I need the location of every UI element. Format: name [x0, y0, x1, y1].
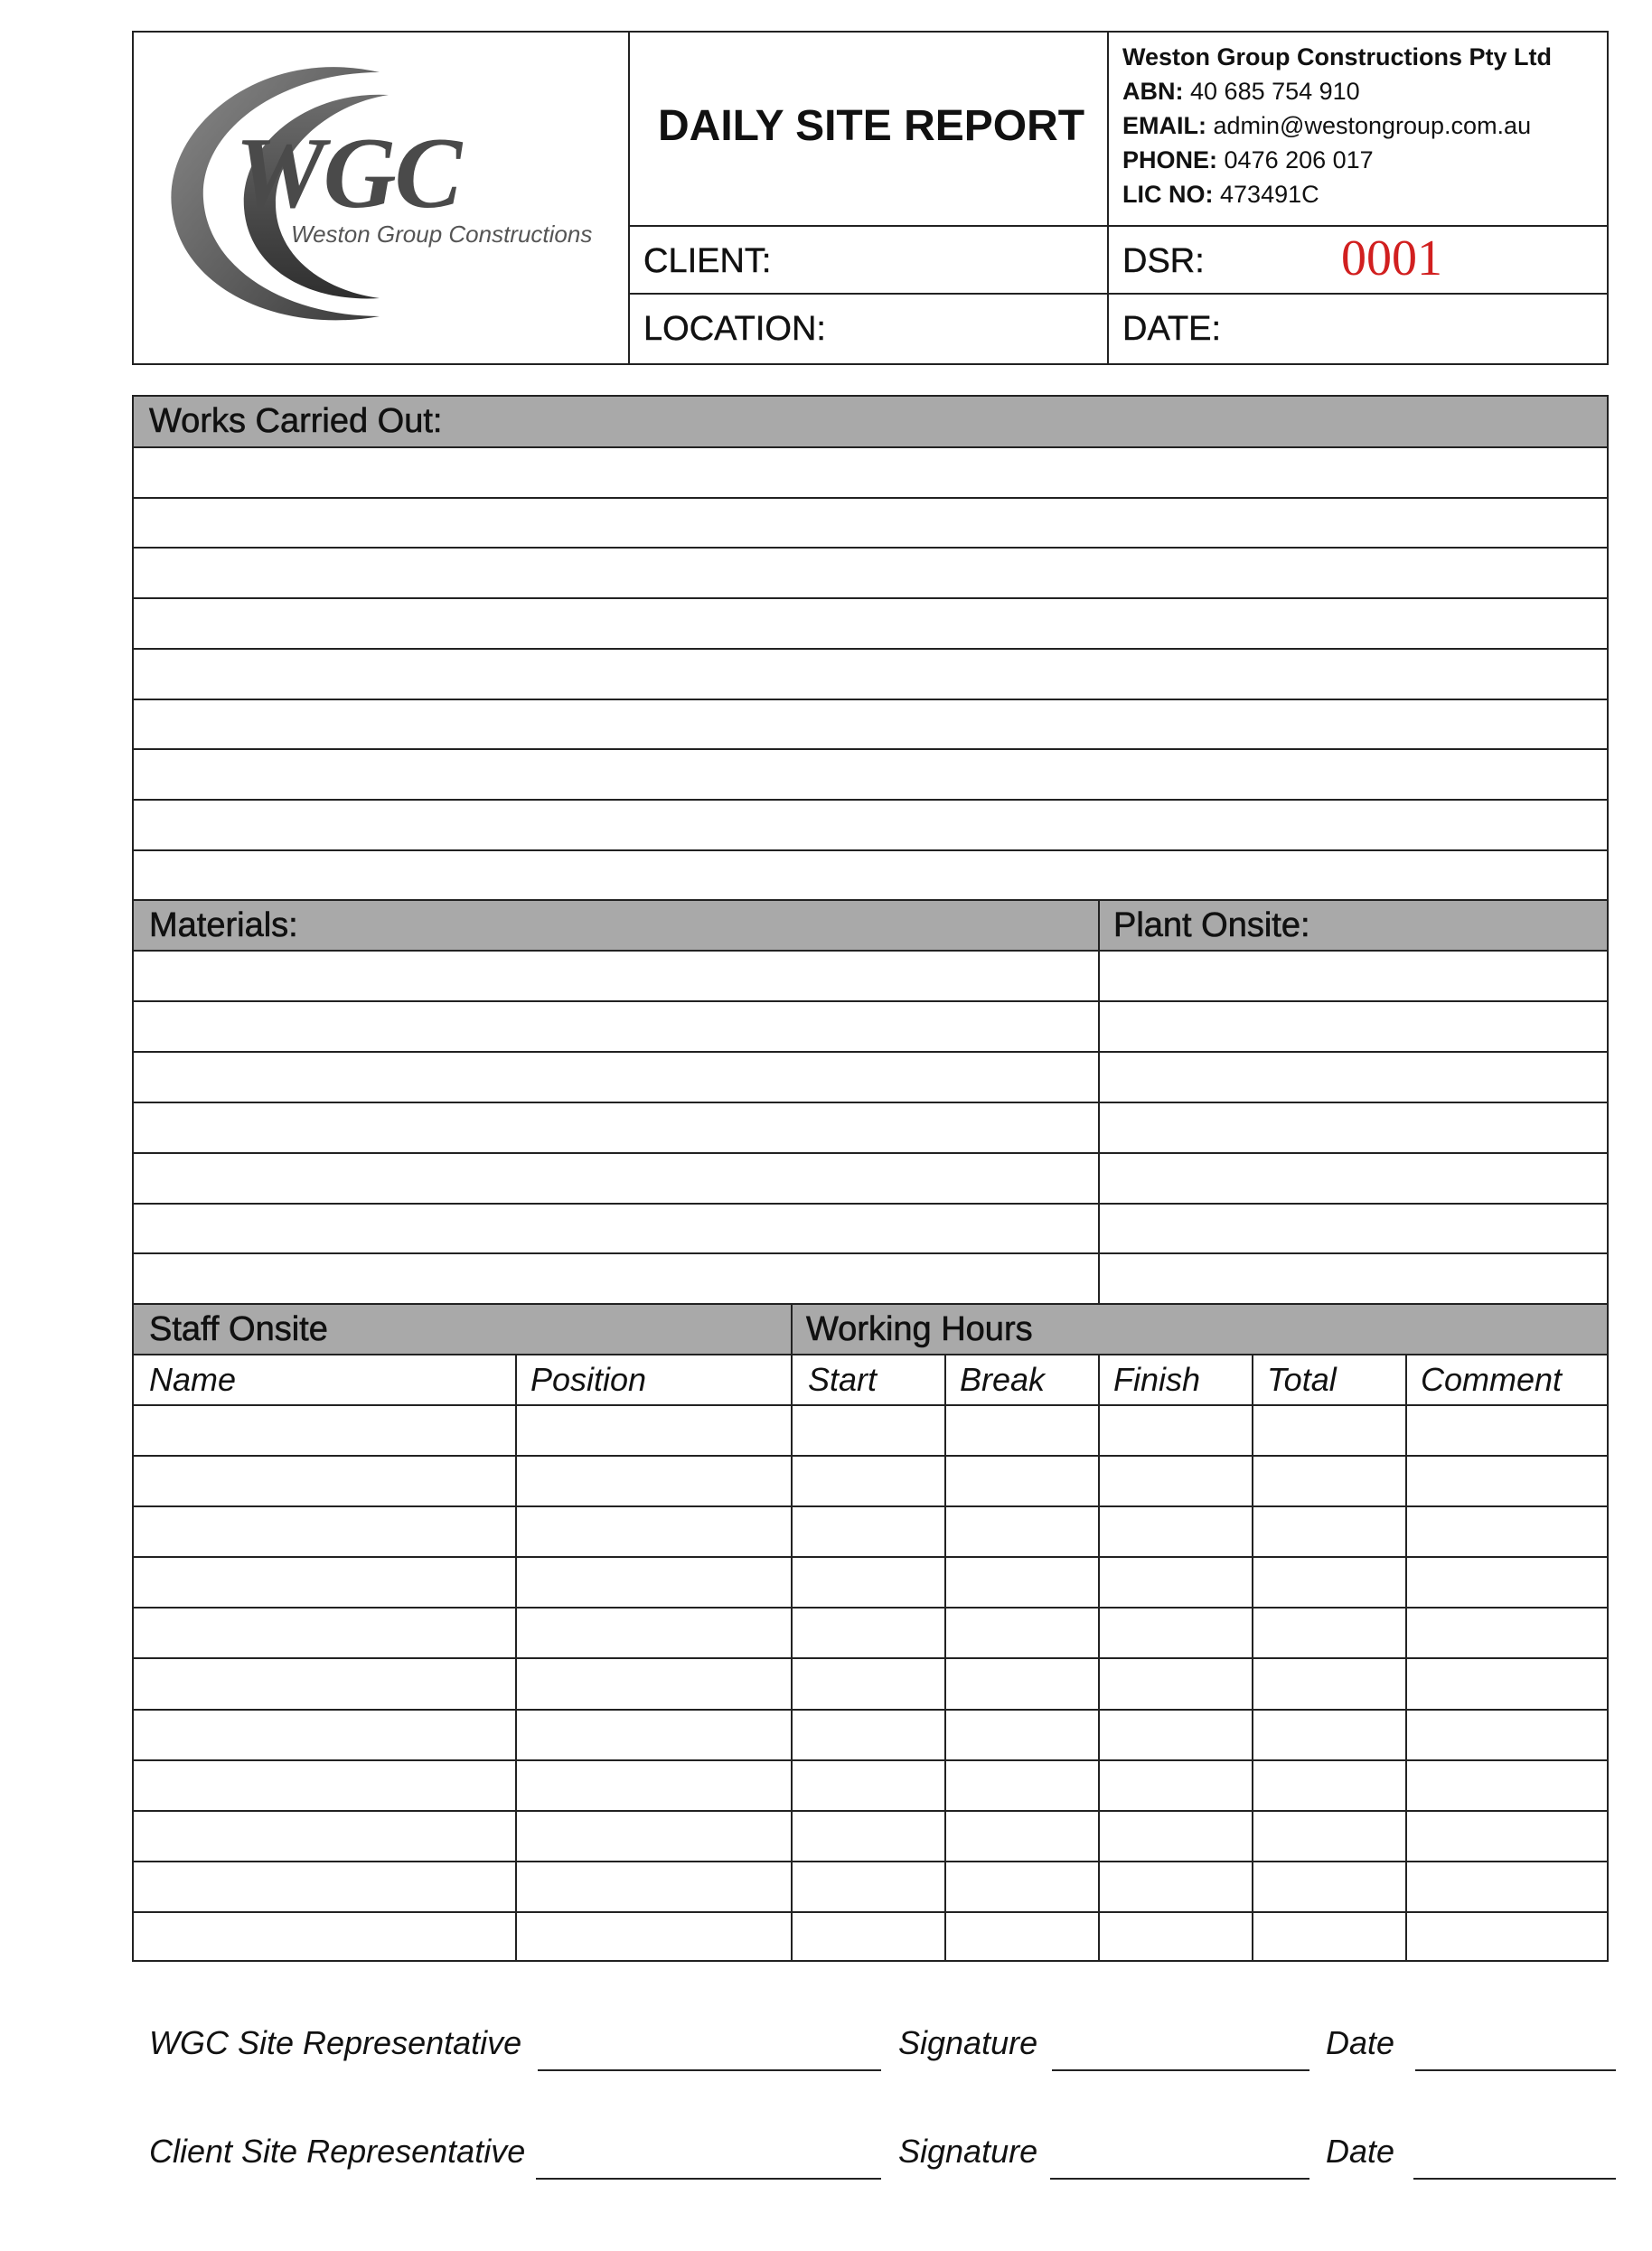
- staff-break-cell[interactable]: [947, 1813, 1096, 1860]
- plant-row[interactable]: [1101, 1103, 1652, 1151]
- client-label: CLIENT:: [643, 242, 772, 280]
- plant-header: Plant Onsite:: [1113, 906, 1310, 944]
- staff-total-cell[interactable]: [1254, 1407, 1403, 1454]
- staff-total-cell[interactable]: [1254, 1712, 1403, 1759]
- staff-position-cell[interactable]: [518, 1813, 789, 1860]
- staff-start-cell[interactable]: [793, 1559, 943, 1606]
- staff-finish-cell[interactable]: [1101, 1660, 1250, 1707]
- staff-break-cell[interactable]: [947, 1407, 1096, 1454]
- wgc-date-label: Date: [1326, 2024, 1395, 2061]
- materials-row[interactable]: [134, 1205, 1096, 1252]
- staff-break-cell[interactable]: [947, 1762, 1096, 1809]
- staff-row-rule: [132, 1911, 1609, 1913]
- staff-name-cell[interactable]: [135, 1609, 513, 1656]
- col-name: Name: [149, 1361, 237, 1398]
- staff-name-cell[interactable]: [135, 1458, 513, 1505]
- staff-total-cell[interactable]: [1254, 1660, 1403, 1707]
- staff-position-cell[interactable]: [518, 1863, 789, 1910]
- col-start: Start: [808, 1361, 878, 1398]
- staff-finish-cell[interactable]: [1101, 1762, 1250, 1809]
- email-value: admin@westongroup.com.au: [1213, 112, 1532, 139]
- staff-name-cell[interactable]: [135, 1813, 513, 1860]
- staff-header: Staff Onsite: [149, 1310, 328, 1348]
- staff-row-rule: [132, 1861, 1609, 1862]
- staff-hours-divider: [791, 1303, 793, 1355]
- staff-row-rule: [132, 1759, 1609, 1761]
- client-date-line[interactable]: [1413, 2178, 1616, 2180]
- staff-finish-cell[interactable]: [1101, 1914, 1250, 1961]
- works-row[interactable]: [134, 448, 1607, 496]
- plant-row[interactable]: [1101, 1053, 1652, 1101]
- staff-row-rule: [132, 1455, 1609, 1457]
- works-row[interactable]: [134, 700, 1607, 748]
- lic-value: 473491C: [1220, 181, 1319, 208]
- client-rep-label: Client Site Representative: [149, 2133, 526, 2170]
- staff-top-rule: [132, 1303, 1609, 1305]
- works-row[interactable]: [134, 650, 1607, 698]
- date-label: DATE:: [1122, 310, 1222, 348]
- staff-break-cell[interactable]: [947, 1914, 1096, 1961]
- wgc-date-line[interactable]: [1415, 2069, 1616, 2071]
- staff-break-cell[interactable]: [947, 1508, 1096, 1555]
- email-label: EMAIL:: [1122, 112, 1206, 139]
- dsr-number: 0001: [1341, 230, 1442, 286]
- page-title: DAILY SITE REPORT: [658, 102, 1085, 150]
- staff-total-cell[interactable]: [1254, 1762, 1403, 1809]
- staff-start-cell[interactable]: [793, 1609, 943, 1656]
- materials-row[interactable]: [134, 952, 1096, 999]
- staff-position-cell[interactable]: [518, 1609, 789, 1656]
- col-break: Break: [960, 1361, 1046, 1398]
- location-label: LOCATION:: [643, 310, 826, 348]
- materials-row[interactable]: [134, 1154, 1096, 1202]
- abn-value: 40 685 754 910: [1190, 78, 1360, 105]
- works-row[interactable]: [134, 599, 1607, 647]
- staff-break-cell[interactable]: [947, 1559, 1096, 1606]
- staff-name-cell[interactable]: [135, 1407, 513, 1454]
- materials-top-rule: [132, 899, 1609, 901]
- staff-start-cell[interactable]: [793, 1508, 943, 1555]
- col-position: Position: [530, 1361, 647, 1398]
- staff-row-rule: [132, 1556, 1609, 1558]
- works-header: Works Carried Out:: [149, 402, 443, 440]
- staff-position-cell[interactable]: [518, 1712, 789, 1759]
- staff-comment-cell[interactable]: [1408, 1559, 1607, 1606]
- staff-finish-cell[interactable]: [1101, 1609, 1250, 1656]
- staff-start-cell[interactable]: [793, 1914, 943, 1961]
- staff-comment-cell[interactable]: [1408, 1863, 1607, 1910]
- staff-total-cell[interactable]: [1254, 1559, 1403, 1606]
- materials-row[interactable]: [134, 1053, 1096, 1101]
- staff-total-cell[interactable]: [1254, 1508, 1403, 1555]
- company-abn: [1122, 78, 1360, 106]
- staff-position-cell[interactable]: [518, 1762, 789, 1809]
- staff-break-cell[interactable]: [947, 1609, 1096, 1656]
- staff-break-cell[interactable]: [947, 1458, 1096, 1505]
- staff-name-cell[interactable]: [135, 1712, 513, 1759]
- staff-comment-cell[interactable]: [1408, 1458, 1607, 1505]
- staff-total-cell[interactable]: [1254, 1863, 1403, 1910]
- company-email: [1122, 112, 1531, 140]
- staff-finish-cell[interactable]: [1101, 1712, 1250, 1759]
- materials-header: Materials:: [149, 906, 298, 944]
- staff-name-cell[interactable]: [135, 1660, 513, 1707]
- materials-row[interactable]: [134, 1002, 1096, 1050]
- staff-row-rule: [132, 1810, 1609, 1812]
- header-divider-logo: [628, 31, 630, 365]
- company-lic: [1122, 181, 1319, 209]
- staff-header-bottom-rule: [132, 1354, 1609, 1355]
- plant-row[interactable]: [1101, 1205, 1652, 1252]
- staff-total-cell[interactable]: [1254, 1813, 1403, 1860]
- staff-break-cell[interactable]: [947, 1712, 1096, 1759]
- staff-name-cell[interactable]: [135, 1508, 513, 1555]
- works-row[interactable]: [134, 801, 1607, 849]
- staff-name-cell[interactable]: [135, 1863, 513, 1910]
- company-phone: [1122, 146, 1374, 174]
- staff-row-rule: [132, 1607, 1609, 1609]
- staff-finish-cell[interactable]: [1101, 1559, 1250, 1606]
- wgc-rep-name-line[interactable]: [538, 2069, 881, 2071]
- header-divider-company: [1107, 31, 1109, 365]
- staff-position-cell[interactable]: [518, 1559, 789, 1606]
- wgc-signature-label: Signature: [898, 2024, 1038, 2061]
- staff-comment-cell[interactable]: [1408, 1712, 1607, 1759]
- staff-comment-cell[interactable]: [1408, 1407, 1607, 1454]
- staff-finish-cell[interactable]: [1101, 1863, 1250, 1910]
- client-rep-name-line[interactable]: [536, 2178, 881, 2180]
- header-rule-2: [628, 293, 1609, 295]
- staff-start-cell[interactable]: [793, 1407, 943, 1454]
- logo-letters: WGC: [235, 117, 461, 230]
- client-signature-label: Signature: [898, 2133, 1038, 2170]
- staff-name-cell[interactable]: [135, 1914, 513, 1961]
- staff-row-rule: [132, 1657, 1609, 1659]
- staff-position-cell[interactable]: [518, 1914, 789, 1961]
- staff-comment-cell[interactable]: [1408, 1508, 1607, 1555]
- staff-finish-cell[interactable]: [1101, 1813, 1250, 1860]
- materials-row[interactable]: [134, 1254, 1096, 1302]
- lic-label: LIC NO:: [1122, 181, 1214, 208]
- works-row[interactable]: [134, 549, 1607, 596]
- materials-header-bar: [134, 901, 1607, 951]
- plant-row[interactable]: [1101, 1002, 1652, 1050]
- logo-tagline: Weston Group Constructions: [291, 220, 593, 248]
- staff-total-cell[interactable]: [1254, 1458, 1403, 1505]
- staff-start-cell[interactable]: [793, 1458, 943, 1505]
- hours-header: Working Hours: [806, 1310, 1033, 1348]
- works-row[interactable]: [134, 750, 1607, 798]
- staff-comment-cell[interactable]: [1408, 1762, 1607, 1809]
- staff-comment-cell[interactable]: [1408, 1660, 1607, 1707]
- staff-name-cell[interactable]: [135, 1762, 513, 1809]
- staff-finish-cell[interactable]: [1101, 1407, 1250, 1454]
- phone-value: 0476 206 017: [1224, 146, 1374, 174]
- company-logo: [154, 54, 624, 334]
- col-comment: Comment: [1421, 1361, 1563, 1398]
- staff-break-cell[interactable]: [947, 1660, 1096, 1707]
- plant-row[interactable]: [1101, 952, 1652, 999]
- staff-comment-cell[interactable]: [1408, 1813, 1607, 1860]
- staff-position-cell[interactable]: [518, 1458, 789, 1505]
- plant-row[interactable]: [1101, 1154, 1652, 1202]
- wgc-signature-line[interactable]: [1052, 2069, 1309, 2071]
- dsr-label: DSR:: [1122, 242, 1205, 280]
- materials-row[interactable]: [134, 1103, 1096, 1151]
- abn-label: ABN:: [1122, 78, 1184, 105]
- col-total: Total: [1267, 1361, 1337, 1398]
- works-row[interactable]: [134, 499, 1607, 547]
- col-finish: Finish: [1113, 1361, 1201, 1398]
- staff-row-rule: [132, 1709, 1609, 1711]
- staff-finish-cell[interactable]: [1101, 1508, 1250, 1555]
- wgc-rep-label: WGC Site Representative: [149, 2024, 522, 2061]
- phone-label: PHONE:: [1122, 146, 1218, 174]
- company-name: Weston Group Constructions Pty Ltd: [1122, 43, 1552, 70]
- staff-position-cell[interactable]: [518, 1508, 789, 1555]
- works-row[interactable]: [134, 851, 1607, 899]
- staff-position-cell[interactable]: [518, 1660, 789, 1707]
- staff-start-cell[interactable]: [793, 1863, 943, 1910]
- staff-name-cell[interactable]: [135, 1559, 513, 1606]
- staff-break-cell[interactable]: [947, 1863, 1096, 1910]
- staff-colheader-rule: [132, 1404, 1609, 1406]
- staff-position-cell[interactable]: [518, 1407, 789, 1454]
- header-rule-1: [628, 225, 1609, 227]
- client-date-label: Date: [1326, 2133, 1395, 2170]
- staff-start-cell[interactable]: [793, 1712, 943, 1759]
- staff-start-cell[interactable]: [793, 1660, 943, 1707]
- staff-row-rule: [132, 1505, 1609, 1507]
- staff-comment-cell[interactable]: [1408, 1609, 1607, 1656]
- staff-comment-cell[interactable]: [1408, 1914, 1607, 1961]
- client-signature-line[interactable]: [1050, 2178, 1309, 2180]
- plant-row[interactable]: [1101, 1254, 1652, 1302]
- staff-finish-cell[interactable]: [1101, 1458, 1250, 1505]
- staff-start-cell[interactable]: [793, 1813, 943, 1860]
- staff-total-cell[interactable]: [1254, 1914, 1403, 1961]
- staff-total-cell[interactable]: [1254, 1609, 1403, 1656]
- staff-start-cell[interactable]: [793, 1762, 943, 1809]
